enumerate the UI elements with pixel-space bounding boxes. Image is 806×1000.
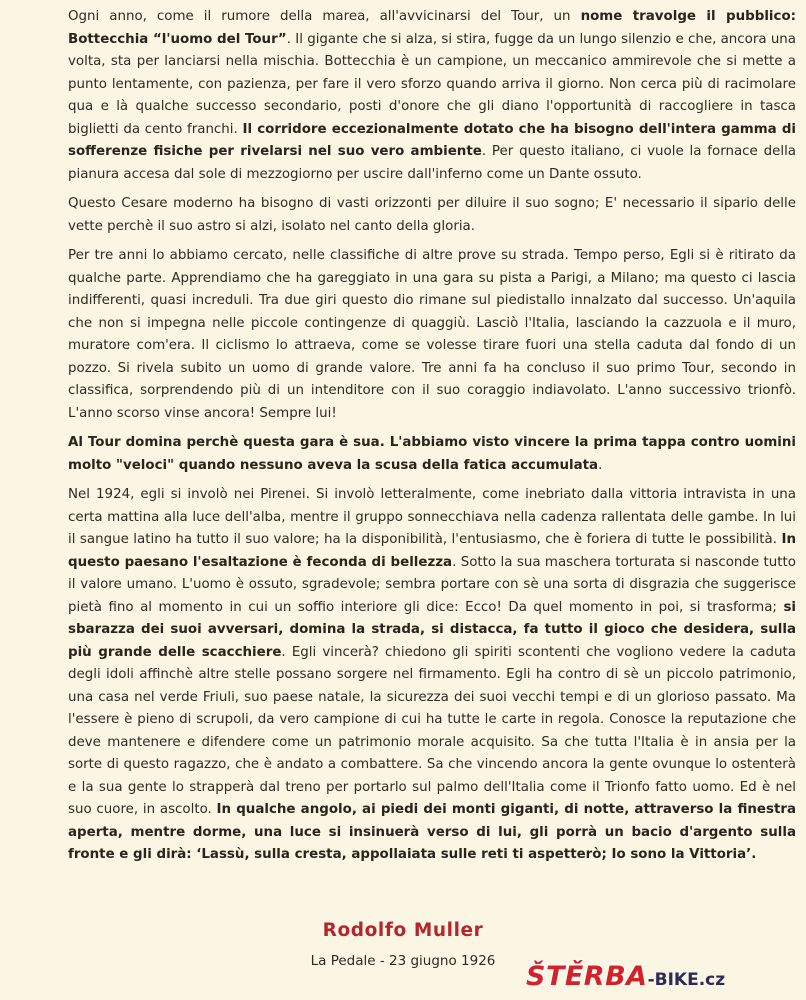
text-run: Nel 1924, egli si involò nei Pirenei. Si involò letteralmente, come inebriato dalla vittoria intravista in una certa mattina alla luce dell'alba, mentre il gruppo sonnecchiava nella cadenza rallentata delle gambe. In lui il sangue latino ha tutto il suo valore; ha la disponibilità, l'entusiasmo, che è foriera di tutte le possibilità. <box>68 487 796 547</box>
article-body <box>68 6 796 874</box>
text-run: Ogni anno, come il rumore della marea, all'avvicinarsi del Tour, un <box>68 9 581 24</box>
logo-suffix-text: -BIKE.cz <box>647 970 726 990</box>
source-citation: La Pedale - 23 giugno 1926 <box>310 953 496 969</box>
bold-run: Al Tour domina perchè questa gara è sua. L'abbiamo visto vincere la prima tappa contro uomini molto "veloci" quando nessuno aveva la scusa della fatica accumulata <box>68 435 796 473</box>
bold-run: Il corridore eccezionalmente dotato che ha bisogno dell'intera gamma di sofferenze fisiche per rivelarsi nel suo vero ambiente <box>68 121 797 159</box>
text-run: . <box>598 457 603 473</box>
paragraph-3 <box>68 245 796 425</box>
text-run: . Il gigante che si alza, si stira, fugge da un lungo silenzio e che, ancora una volta, sta per lanciarsi nella mischia. Bottecchia è un campione, un meccanico ammirevole che si mette a punto lentamente, con pazienza, per fare il vero sforzo quando arriva il giorno. Non cerca più di racimolare qua e là qualche successo secondario, posti d'onore che gli diano l'opportunità di raccogliere in tasca biglietti da cento franchi. <box>68 31 796 137</box>
logo-main-text: ŠTĚRBA <box>526 961 648 992</box>
bold-run: In qualche angolo, ai piedi dei monti giganti, di notte, attraverso la finestra aperta, mentre dorme, una luce si insinuerà verso di lui, gli porrà un bacio d'argento sulla fronte e gli dirà: ‘Lassù, sulla cresta, appollaiata sulle reti ti aspetterò; Io sono la Vittoria’. <box>68 802 796 862</box>
text-run: Questo Cesare moderno ha bisogno di vasti orizzonti per diluire il suo sogno; E' necessario il sipario delle vette perchè il suo astro si alzi, isolato nel canto della gloria. <box>68 196 796 234</box>
author-name: Rodolfo Muller <box>322 920 484 941</box>
sterba-bike-logo <box>526 961 725 995</box>
paragraph-2 <box>68 193 796 238</box>
bold-run: nome travolge il pubblico: Bottecchia “l'uomo del Tour” <box>68 9 796 47</box>
text-run: . Egli vincerà? chiedono gli spiriti scontenti che vogliono vedere la caduta degli idoli affinchè altre stelle possano sorgere nel firmamento. Egli ha contro di sè un piccolo patrimonio, una casa nel verde Friuli, suo paese natale, la sicurezza dei suoi vecchi tempi e di un glorioso passato. Ma l'essere è pieno di scrupoli, da vero campione di cui ha tutte le carte in regola. Conosce la reputazione che deve mantenere e difendere come un patrimonio morale acquisito. Sa che tutta l'Italia è in ansia per la sorte di questo ragazzo, che è andato a combattere. Sa che vincendo ancora la gente ovunque lo ostenterà e la sua gente lo strapperà dal treno per portarlo sul palmo dell'Italia come il Trionfo fatto uomo. Ed è nel suo cuore, in ascolto. <box>68 644 796 817</box>
paragraph-4 <box>68 432 796 477</box>
text-run: . Per questo italiano, ci vuole la fornace della pianura accesa dal sole di mezzogiorno per uscire dall'inferno come un Dante ossuto. <box>68 144 796 182</box>
bold-run: In questo paesano l'esaltazione è feconda di bellezza <box>68 532 796 570</box>
paragraph-1 <box>68 6 796 186</box>
text-run: Per tre anni lo abbiamo cercato, nelle classifiche di altre prove su strada. Tempo perso, Egli si è ritirato da qualche parte. Apprendiamo che ha gareggiato in una gara su pista a Parigi, a Milano; ma questo ci lascia indifferenti, quasi increduli. Tra due giri questo dio rimane sul piedistallo innalzato dal successo. Un'aquila che non si impegna nelle piccole contingenze di quaggiù. Lasciò l'Italia, lasciando la cazzuola e il muro, muratore com'era. Il ciclismo lo attraeva, come se volesse tirare fuori una stella caduta dal fondo di un pozzo. Si rivela subito un uomo di grande valore. Tre anni fa ha concluso il suo primo Tour, secondo in classifica, sorprendendo più di un intenditore con il suo coraggio indiavolato. L'anno successivo trionfò. L'anno scorso vinse ancora! Sempre lui! <box>68 248 796 421</box>
text-run: . Sotto la sua maschera torturata si nasconde tutto il valore umano. L'uomo è ossuto, sgradevole; sembra portare con sè una sorta di disgrazia che suggerisce pietà fino al momento in cui un soffio interiore gli dice: Ecco! Da quel momento in poi, si trasforma; <box>68 554 796 615</box>
bold-run: si sbarazza dei suoi avversari, domina la strada, si distacca, fa tutto il gioco che desidera, sulla più grande delle scacchiere <box>68 599 796 660</box>
paragraph-5 <box>68 484 796 867</box>
